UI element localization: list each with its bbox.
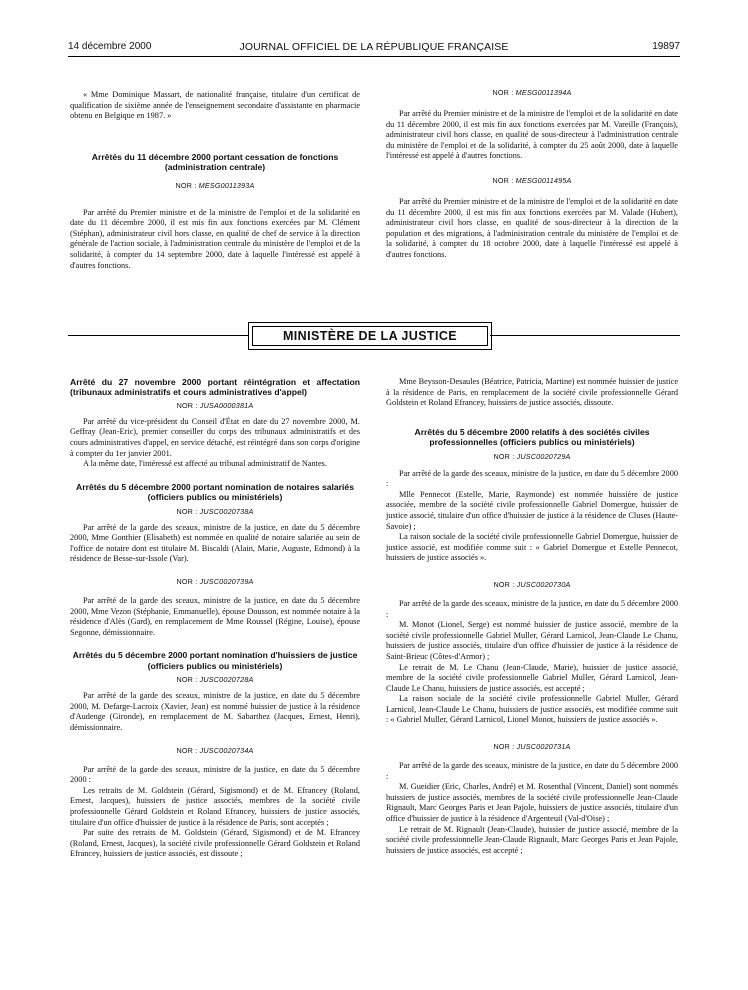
section-title: Arrêtés du 5 décembre 2000 portant nomination d'huissiers de justice (officiers publics ou ministériels) bbox=[72, 650, 358, 671]
nor-reference bbox=[70, 401, 360, 410]
body-paragraph: Le retrait de M. Rignault (Jean-Claude), huissier de justice associé, membre de la société civile professionnelle Jean-Claude Rignault, Marc Georges Paris et Jean Pajole, huissiers de justice associés, est accepté ; bbox=[386, 824, 678, 855]
ministry-banner bbox=[248, 322, 492, 350]
nor-label: NOR : bbox=[492, 175, 514, 185]
body-paragraph: Par arrêté de la garde des sceaux, ministre de la justice, en date du 5 décembre 2000 : bbox=[386, 598, 678, 619]
body-paragraph: Par arrêté de la garde des sceaux, ministre de la justice, en date du 5 décembre 2000 : bbox=[386, 468, 678, 489]
header-page-number: 19897 bbox=[652, 41, 680, 52]
body-paragraph: Par arrêté du Premier ministre et de la ministre de l'emploi et de la solidarité en date du 11 décembre 2000, il est mis fin aux fonctions exercées par M. Valade (Hubert), administrateur civil hors classe, en qualité de sous-directeur à la direction de la population et des migrations, à l'administration centrale du ministère de l'emploi et de la solidarité, à compter du 18 octobre 2000, date à laquelle l'intéressé est appelé à d'autres fonctions. bbox=[386, 196, 678, 259]
nor-reference bbox=[70, 746, 360, 755]
nor-reference bbox=[386, 580, 678, 589]
lower-left-column bbox=[70, 377, 360, 860]
nor-reference bbox=[70, 577, 360, 586]
nor-label: NOR : bbox=[493, 579, 515, 589]
nor-reference bbox=[70, 507, 360, 516]
body-paragraph: Par arrêté de la garde des sceaux, ministre de la justice, en date du 5 décembre 2000 : bbox=[386, 761, 678, 781]
ministry-banner-title: MINISTÈRE DE LA JUSTICE bbox=[252, 326, 488, 346]
header-date: 14 décembre 2000 bbox=[68, 41, 152, 52]
nor-code: JUSC0020729A bbox=[516, 451, 571, 461]
body-paragraph: Par arrêté de la garde des sceaux, ministre de la justice, en date du 5 décembre 2000, Mme Gonthier (Elisabeth) est nommée en qualité de notaire salariée au sein de l'office de notaire dont est titulaire M. Biscaldi (Alain, Marie, Auguste, Edmond) à la résidence de Besse-sur-Issole (Var). bbox=[70, 522, 360, 564]
page-header bbox=[68, 41, 680, 55]
body-paragraph: M. Gueidier (Eric, Charles, André) et M. Rosenthal (Vincent, Daniel) sont nommés huissiers de justice associés, membres de la société civile professionnelle Jean-Claude Rignault, Marc Georges Paris et Jean Pajole, huissiers de justice associés, titulaire d'un office d'huissier de justice à la résidence d'Argenteuil (Val-d'Oise) ; bbox=[386, 782, 678, 824]
section-title: Arrêtés du 5 décembre 2000 relatifs à des sociétés civiles professionnelles (officiers publics ou ministériels) bbox=[414, 426, 650, 448]
nor-reference bbox=[70, 675, 360, 684]
nor-reference bbox=[70, 181, 360, 190]
nor-reference bbox=[386, 88, 678, 97]
body-paragraph: M. Monot (Lionel, Serge) est nommé huissier de justice associé, membre de la société civile professionnelle Gabriel Muller, Gérard Larnicol, Jean-Claude Le Chanu, huissiers de justice associés, titulaire d'un office d'huissier de justice à la résidence de Saint-Brieuc (Côtes-d'Armor) ; bbox=[386, 620, 678, 661]
body-paragraph: Mlle Pennecot (Estelle, Marie, Raymonde) est nommée huissière de justice associée, membre de la société civile professionnelle Gabriel Domergue, huissier de justice associé, titulaire d'un office d'huissier de justice à la résidence de Cluses (Haute-Savoie) ; bbox=[386, 489, 678, 531]
body-paragraph: Par arrêté du Premier ministre et de la ministre de l'emploi et de la solidarité en date du 11 décembre 2000, il est mis fin aux fonctions exercées par M. Clément (Stéphan), administrateur civil hors classe, en qualité de chef de service à la direction générale de l'action sociale, à l'administration centrale du ministère de l'emploi et de la solidarité, à compter du 14 septembre 2000, date à laquelle l'intéressé est appelé à d'autres fonctions. bbox=[70, 207, 360, 270]
body-paragraph: Par arrêté du Premier ministre et de la ministre de l'emploi et de la solidarité en date du 11 décembre 2000, il est mis fin aux fonctions exercées par M. Vareille (François), administrateur civil hors classe, en qualité de sous-directeur à l'administration centrale du ministère de l'emploi et de la solidarité, à compter du 25 août 2000, date à laquelle l'intéressé est appelé à d'autres fonctions. bbox=[386, 109, 678, 161]
nor-code: MESG0011393A bbox=[198, 180, 255, 190]
body-paragraph: Par arrêté de la garde des sceaux, ministre de la justice, en date du 5 décembre 2000, Mme Vezon (Stéphanie, Emmanuelle), épouse Dousson, est nommée notaire à la résidence d'Alès (Gard), en remplacement de Mme Roussel (Régine, Louise), épouse Segonne, démissionnaire. bbox=[70, 595, 360, 637]
nor-reference bbox=[386, 452, 678, 461]
body-paragraph: Le retrait de M. Le Chanu (Jean-Claude, Marie), huissier de justice associé, membre de la société civile professionnelle Gabriel Muller, Gérard Larnicol, Jean-Claude Le Chanu, huissiers de justice associés, est accepté ; bbox=[386, 662, 678, 693]
section-title: Arrêté du 27 novembre 2000 portant réintégration et affectation (tribunaux administratifs et cours administratives d'appel) bbox=[70, 377, 360, 398]
banner-rule-left bbox=[68, 335, 248, 336]
top-left-column bbox=[70, 90, 360, 271]
body-paragraph: Par arrêté de la garde des sceaux, ministre de la justice, en date du 5 décembre 2000, M. Defarge-Lacroix (Xavier, Jean) est nommé huissier de justice à la résidence d'Audenge (Gironde), en remplacement de M. Sabarthez (Jacques, Ernest, Henri), démissionnaire. bbox=[70, 691, 360, 732]
nor-code: JUSC0020738A bbox=[199, 506, 254, 516]
nor-label: NOR : bbox=[493, 451, 515, 461]
body-paragraph: A la même date, l'intéressé est affecté au tribunal administratif de Nantes. bbox=[83, 459, 327, 469]
top-right-column bbox=[386, 88, 678, 261]
nor-code: MESG0011495A bbox=[515, 175, 572, 185]
section-title: Arrêtés du 11 décembre 2000 portant cessation de fonctions (administration centrale) bbox=[91, 151, 339, 173]
body-paragraph: La raison sociale de la société civile professionnelle Gabriel Muller, Gérard Larnicol, Jean-Claude Le Chanu, huissiers de justice associés, est modifiée comme suit : « Gabriel Muller, Gérard Larnicol, Lionel Monot, huissiers de justice associés ». bbox=[386, 694, 678, 725]
nor-code: JUSC0020730A bbox=[516, 579, 571, 589]
section-title: Arrêtés du 5 décembre 2000 portant nomination de notaires salariés (officiers publics ou ministériels) bbox=[76, 481, 354, 503]
nor-label: NOR : bbox=[492, 88, 514, 97]
nor-code: MESG0011394A bbox=[515, 88, 572, 97]
header-rule bbox=[68, 56, 680, 57]
banner-rule-right bbox=[490, 335, 680, 336]
nor-code: JUSC0020728A bbox=[199, 675, 254, 685]
nor-label: NOR : bbox=[493, 742, 515, 752]
nor-code: JUSC0020734A bbox=[199, 745, 254, 755]
nor-label: NOR : bbox=[176, 400, 198, 410]
nor-label: NOR : bbox=[176, 506, 198, 516]
nor-label: NOR : bbox=[176, 745, 198, 755]
intro-paragraph: « Mme Dominique Massart, de nationalité française, titulaire d'un certificat de qualification de sixième année de l'enseignement secondaire d'assistante en pharmacie obtenu en Belgique en 1987. » bbox=[70, 90, 360, 121]
nor-reference bbox=[386, 742, 678, 751]
body-paragraph: Mme Beysson-Desaules (Béatrice, Patricia, Martine) est nommée huissier de justice à la résidence de Paris, en remplacement de la société civile professionnelle Gérard Goldstein et Roland Efrancey, huissiers de justice associés, dissoute. bbox=[386, 377, 679, 408]
nor-code: JUSC0020739A bbox=[199, 576, 254, 586]
body-paragraph: Les retraits de M. Goldstein (Gérard, Sigismond) et de M. Efrancey (Roland, Ernest, Jacques), huissiers de justice associés, membres de la société civile professionnelle Gérard Goldstein et Roland Efrancey, huissiers de justice associés, titulaire d'un office d'huissier de justice à la résidence de Paris, sont acceptés ; bbox=[70, 785, 360, 827]
body-paragraph: Par arrêté du vice-président du Conseil d'État en date du 27 novembre 2000, M. Geffray (Jean-Eric), premier conseiller du corps des tribunaux administratifs et des cours administratives d'appel, en service détaché, est réintégré dans son corps d'origine à compter du 1er janvier 2001. bbox=[70, 416, 360, 458]
lower-right-column bbox=[386, 377, 678, 856]
body-paragraph: Par suite des retraits de M. Goldstein (Gérard, Sigismond) et de M. Efrancey (Roland, Ernest, Jacques), la société civile professionnelle Gérard Goldstein et Roland Efrancey, huissiers de justice associés, est dissoute ; bbox=[70, 828, 360, 859]
nor-code: JUSC0020731A bbox=[516, 742, 571, 752]
nor-label: NOR : bbox=[176, 576, 198, 586]
nor-label: NOR : bbox=[176, 675, 198, 685]
body-paragraph: La raison sociale de la société civile professionnelle Gabriel Domergue, huissier de justice associé, est modifiée comme suit : « Gabriel Domergue et Estelle Pennecot, huissiers de justice associés ». bbox=[386, 532, 678, 563]
nor-label: NOR : bbox=[175, 180, 197, 190]
nor-code: JUSA0000381A bbox=[199, 400, 254, 410]
body-paragraph: Par arrêté de la garde des sceaux, ministre de la justice, en date du 5 décembre 2000 : bbox=[70, 764, 360, 785]
header-journal-title: JOURNAL OFFICIEL DE LA RÉPUBLIQUE FRANÇAISE bbox=[239, 41, 509, 53]
nor-reference bbox=[386, 176, 678, 185]
